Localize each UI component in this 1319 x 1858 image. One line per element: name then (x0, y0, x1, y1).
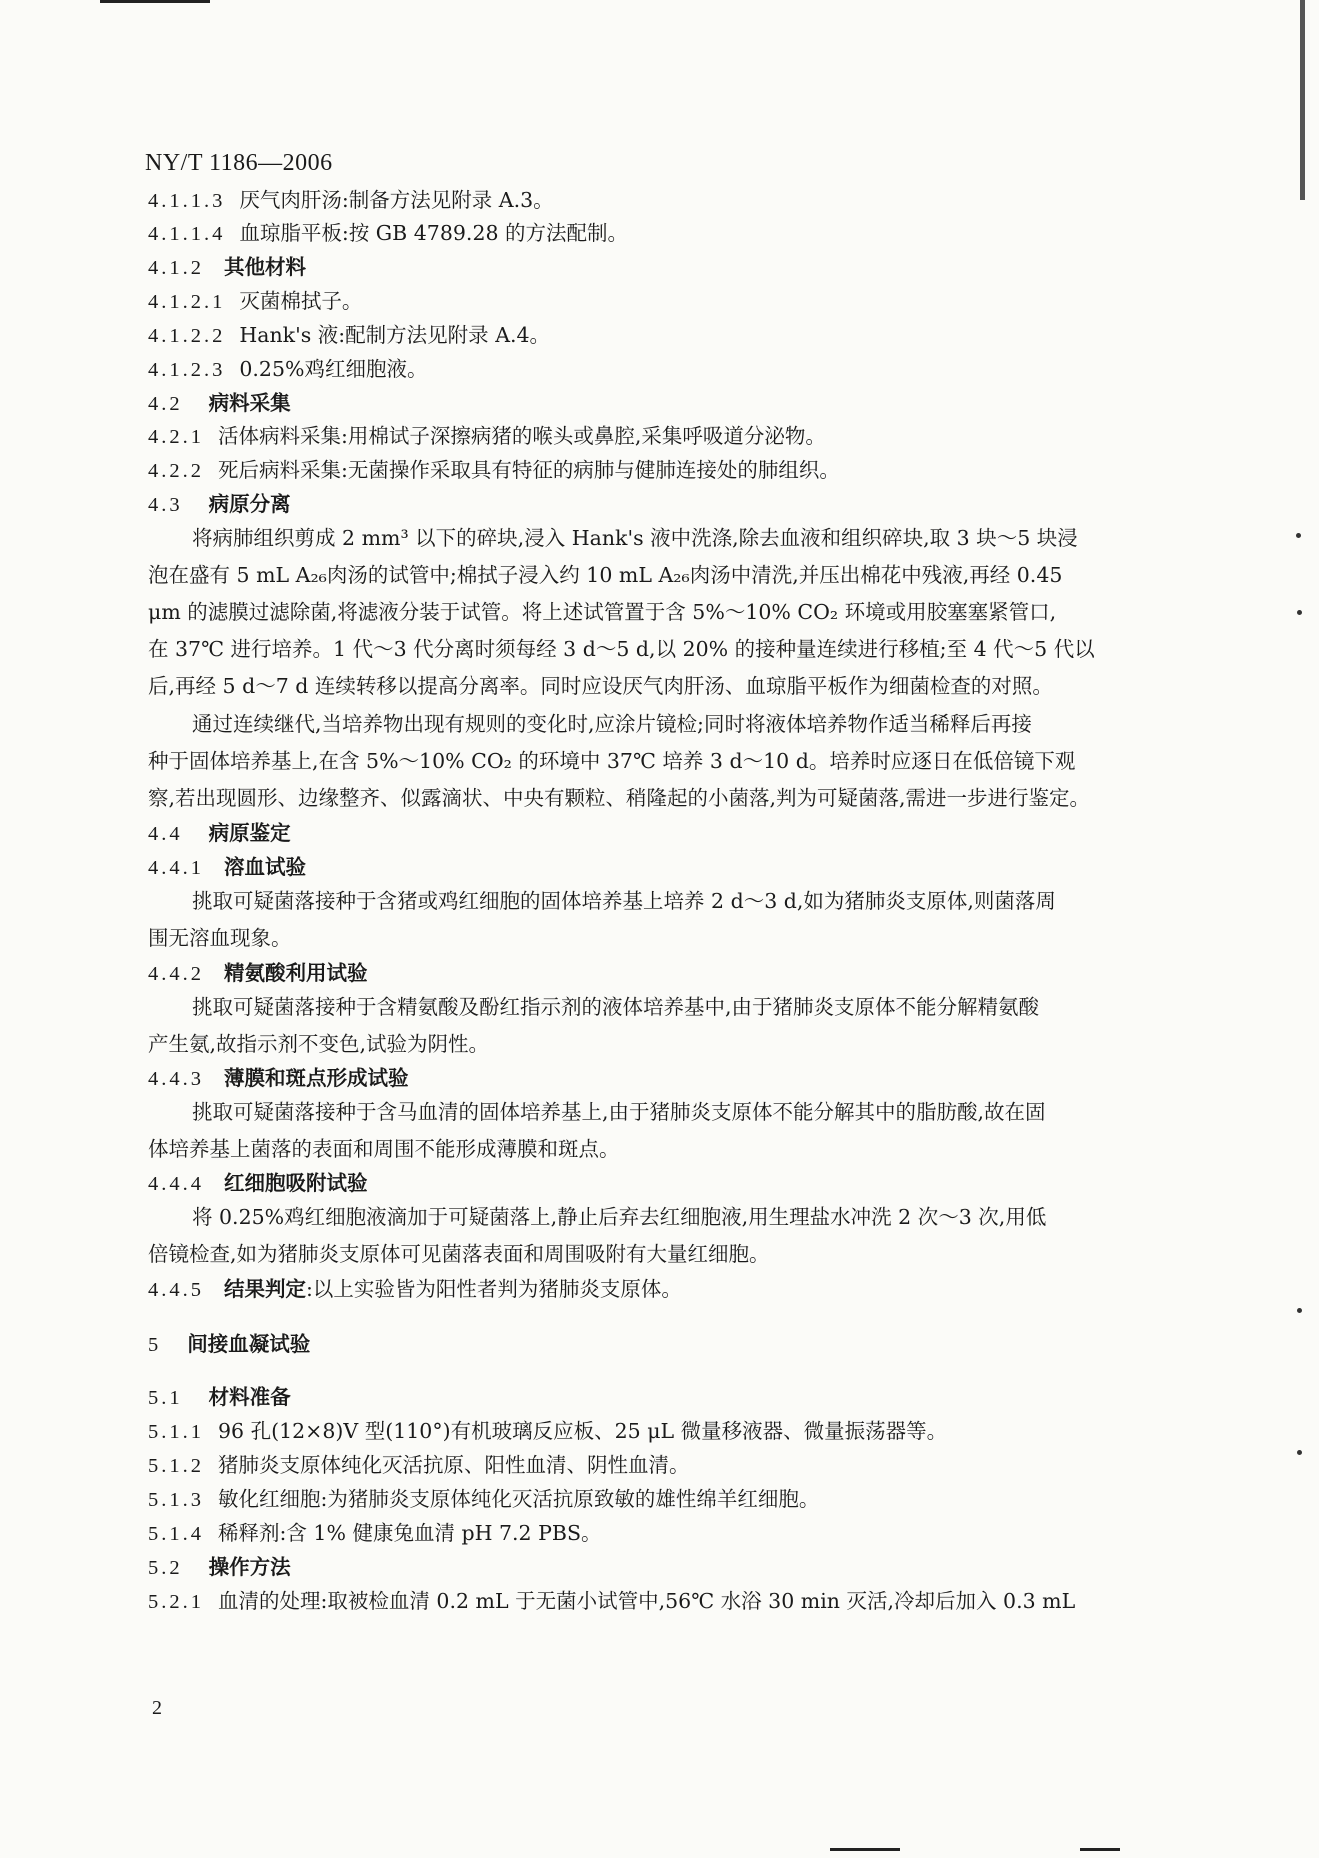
scan-mark-right (1300, 0, 1305, 200)
heading-4-4-2: 4.4.2 精氨酸利用试验 (148, 961, 368, 985)
heading-4-2: 4.2 病料采集 (148, 391, 291, 415)
scan-mark-bottom (1080, 1848, 1120, 1851)
heading-4-1-2: 4.1.2 其他材料 (148, 255, 306, 279)
paragraph-4-3-b: 通过连续继代,当培养物出现有规则的变化时,应涂片镜检;同时将液体培养物作适当稀释后再接 种于固体培养基上,在含 5%～10% CO₂ 的环境中 37℃ 培养 3 d～10 d。培养时应逐日在低倍镜下观 察,若出现圆形、边缘整齐、似露滴状、中央有颗粒、稍隆起的小菌落,判为可疑菌落,需进一步进行鉴定。 (148, 712, 1091, 810)
heading-4-4-3: 4.4.3 薄膜和斑点形成试验 (148, 1066, 409, 1090)
scan-speck (1296, 533, 1301, 538)
paragraph-4-4-1: 挑取可疑菌落接种于含猪或鸡红细胞的固体培养基上培养 2 d～3 d,如为猪肺炎支原体,则菌落周 围无溶血现象。 (148, 889, 1056, 950)
heading-4-4-1: 4.4.1 溶血试验 (148, 855, 306, 879)
clause-4-1-2-3: 4.1.2.3 0.25%鸡红细胞液。 (148, 357, 428, 381)
page-number: 2 (152, 1697, 162, 1719)
clause-4-1-2-1: 4.1.2.1 灭菌棉拭子。 (148, 289, 363, 313)
heading-5-2: 5.2 操作方法 (148, 1555, 291, 1579)
scan-mark-top (100, 0, 210, 3)
heading-4-3: 4.3 病原分离 (148, 492, 291, 516)
clause-4-1-1-4: 4.1.1.4 血琼脂平板:按 GB 4789.28 的方法配制。 (148, 221, 629, 245)
paragraph-4-3-a: 将病肺组织剪成 2 mm³ 以下的碎块,浸入 Hank's 液中洗涤,除去血液和组织碎块,取 3 块～5 块浸 泡在盛有 5 mL A₂₆肉汤的试管中;棉拭子浸入约 10 mL A₂₆肉汤中清洗,并压出棉花中残液,再经 0.45 μm 的滤膜过滤除菌,将滤液分装于试管。将上述试管置于含 5%～10% CO₂ 环境或用胶塞塞紧管口, 在 37℃ 进行培养。1 代～3 代分离时须每经 3 d～5 d,以 20% 的接种量连续进行移植;至 4 代～5 代以 后,再经 5 d～7 d 连续转移以提高分离率。同时应设厌气肉肝汤、血琼脂平板作为细菌检查的对照。 (148, 526, 1095, 698)
clause-4-2-1: 4.2.1 活体病料采集:用棉试子深擦病猪的喉头或鼻腔,采集呼吸道分泌物。 (148, 424, 826, 448)
clause-5-1-3: 5.1.3 敏化红细胞:为猪肺炎支原体纯化灭活抗原致敏的雄性绵羊红细胞。 (148, 1487, 820, 1511)
clause-5-1-4: 5.1.4 稀释剂:含 1% 健康兔血清 pH 7.2 PBS。 (148, 1521, 602, 1545)
paragraph-4-4-3: 挑取可疑菌落接种于含马血清的固体培养基上,由于猪肺炎支原体不能分解其中的脂肪酸,故在固 体培养基上菌落的表面和周围不能形成薄膜和斑点。 (148, 1100, 1046, 1161)
scan-speck (1297, 610, 1302, 615)
heading-5-1: 5.1 材料准备 (148, 1385, 291, 1409)
clause-4-1-1-3: 4.1.1.3 厌气肉肝汤:制备方法见附录 A.3。 (148, 188, 554, 212)
clause-5-1-2: 5.1.2 猪肺炎支原体纯化灭活抗原、阳性血清、阴性血清。 (148, 1453, 690, 1477)
heading-4-4: 4.4 病原鉴定 (148, 821, 291, 845)
scan-mark-bottom (830, 1848, 900, 1851)
heading-5: 5 间接血凝试验 (148, 1332, 311, 1356)
clause-4-2-2: 4.2.2 死后病料采集:无菌操作采取具有特征的病肺与健肺连接处的肺组织。 (148, 458, 840, 482)
paragraph-4-4-2: 挑取可疑菌落接种于含精氨酸及酚红指示剂的液体培养基中,由于猪肺炎支原体不能分解精氨酸 产生氨,故指示剂不变色,试验为阴性。 (148, 995, 1040, 1056)
doc-code: NY/T 1186—2006 (145, 150, 333, 176)
heading-4-4-4: 4.4.4 红细胞吸附试验 (148, 1171, 368, 1195)
clause-4-1-2-2: 4.1.2.2 Hank's 液:配制方法见附录 A.4。 (148, 323, 551, 347)
clause-5-2-1: 5.2.1 血清的处理:取被检血清 0.2 mL 于无菌小试管中,56℃ 水浴 30 min 灭活,冷却后加入 0.3 mL (148, 1589, 1076, 1613)
scan-speck (1297, 1450, 1302, 1455)
clause-4-4-5: 4.4.5 结果判定:以上实验皆为阳性者判为猪肺炎支原体。 (148, 1277, 682, 1301)
paragraph-4-4-4: 将 0.25%鸡红细胞液滴加于可疑菌落上,静止后弃去红细胞液,用生理盐水冲洗 2 次～3 次,用低 倍镜检查,如为猪肺炎支原体可见菌落表面和周围吸附有大量红细胞。 (148, 1205, 1047, 1266)
scan-speck (1297, 1308, 1302, 1313)
clause-5-1-1: 5.1.1 96 孔(12×8)V 型(110°)有机玻璃反应板、25 μL 微量移液器、微量振荡器等。 (148, 1419, 948, 1443)
